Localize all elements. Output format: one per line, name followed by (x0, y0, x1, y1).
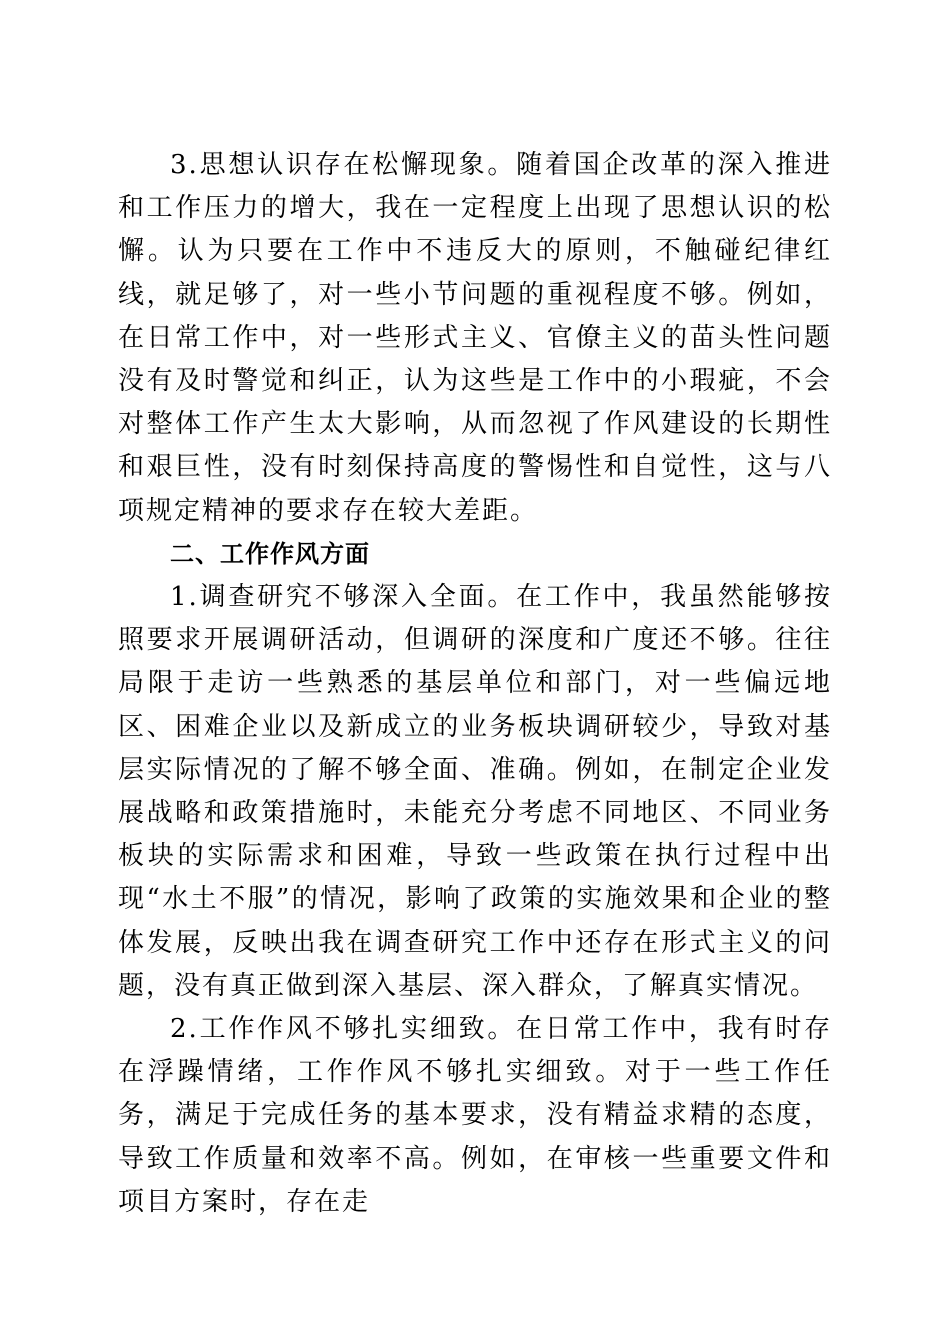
section-heading-work-style: 二、工作作风方面 (170, 539, 370, 568)
paragraph-work-style: 2.工作作风不够扎实细致。在日常工作中，我有时存在浮躁情绪，工作作风不够扎实细致。对于一些工作任务，满足于完成任务的基本要求，没有精益求精的态度，导致工作质量和效率不高。例如，在审核一些重要文件和项目方案时，存在走 (118, 1014, 832, 1217)
document-page (118, 144, 832, 1224)
paragraph-ideological-slackness: 3.思想认识存在松懈现象。随着国企改革的深入推进和工作压力的增大，我在一定程度上出现了思想认识的松懈。认为只要在工作中不违反大的原则，不触碰纪律红线，就足够了，对一些小节问题的重视程度不够。例如，在日常工作中，对一些形式主义、官僚主义的苗头性问题没有及时警觉和纠正，认为这些是工作中的小瑕疵，不会对整体工作产生太大影响，从而忽视了作风建设的长期性和艰巨性，没有时刻保持高度的警惕性和自觉性，这与八项规定精神的要求存在较大差距。 (118, 150, 832, 526)
paragraph-research: 1.调查研究不够深入全面。在工作中，我虽然能够按照要求开展调研活动，但调研的深度和广度还不够。往往局限于走访一些熟悉的基层单位和部门，对一些偏远地区、困难企业以及新成立的业务板块调研较少，导致对基层实际情况的了解不够全面、准确。例如，在制定企业发展战略和政策措施时，未能充分考虑不同地区、不同业务板块的实际需求和困难，导致一些政策在执行过程中出现“水土不服”的情况，影响了政策的实施效果和企业的整体发展，反映出我在调查研究工作中还存在形式主义的问题，没有真正做到深入基层、深入群众，了解真实情况。 (118, 582, 832, 1001)
